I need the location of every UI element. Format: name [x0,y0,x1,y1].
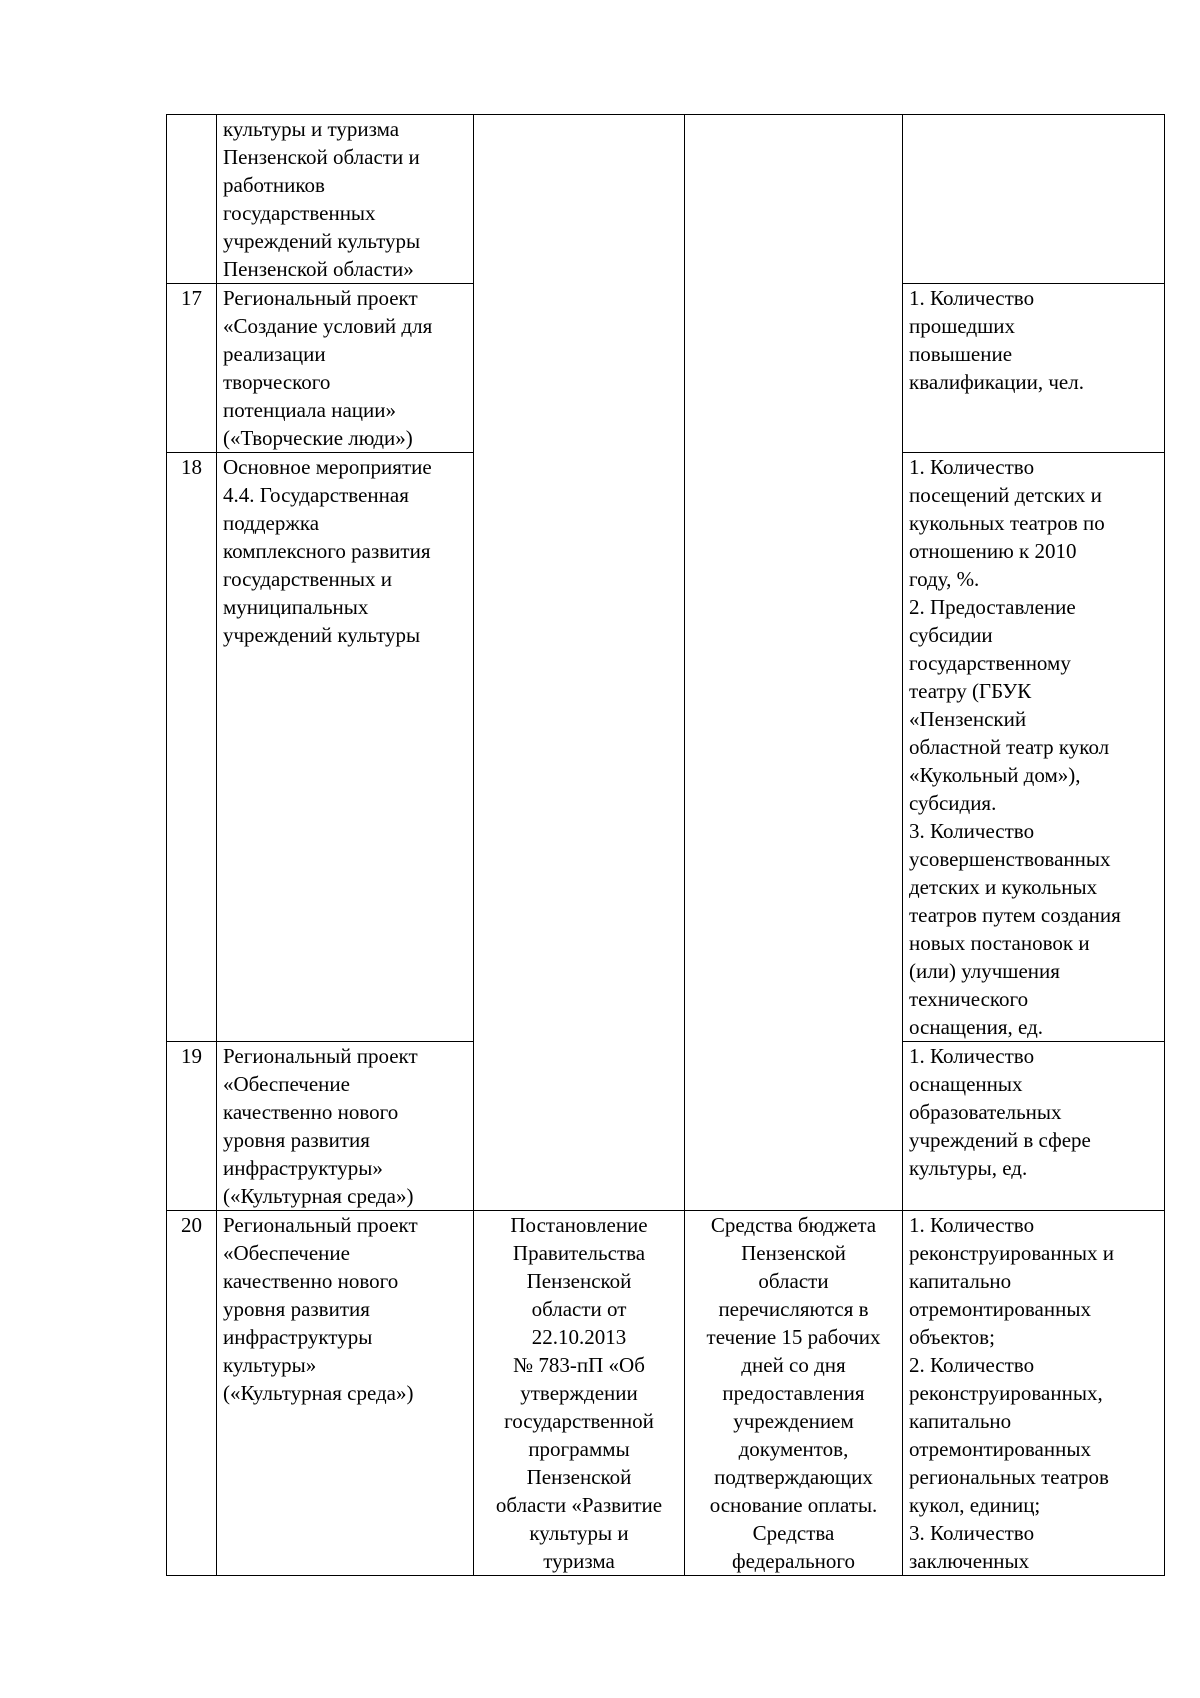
indicators: 1. Количество оснащенных образовательных учреждений в сфере культуры, ед. [903,1042,1165,1211]
event-name: Региональный проект «Обеспечение качественно нового уровня развития инфраструктуры культуры» («Культурная среда») [217,1211,474,1576]
table-row [167,115,1165,284]
event-name: Региональный проект «Обеспечение качественно нового уровня развития инфраструктуры» («Культурная среда») [217,1042,474,1211]
row-number: 19 [167,1042,217,1211]
event-name: Региональный проект «Создание условий для реализации творческого потенциала нации» («Творческие люди») [217,284,474,453]
row-number: 17 [167,284,217,453]
event-name: культуры и туризма Пензенской области и работников государственных учреждений культуры Пензенской области» [217,115,474,284]
funding-cell [685,115,903,1211]
indicators: 1. Количество прошедших повышение квалификации, чел. [903,284,1165,453]
row-number [167,115,217,284]
table-row [167,1211,1165,1576]
funding-procedure: Средства бюджета Пензенской области перечисляются в течение 15 рабочих дней со дня предоставления учреждением документов, подтверждающих основание оплаты. Средства федерального [685,1211,903,1576]
legal-basis-cell [474,115,685,1211]
indicators: 1. Количество реконструированных и капитально отремонтированных объектов; 2. Количество реконструированных, капитально отремонтированных региональных театров кукол, единиц; 3. Количество заключенных [903,1211,1165,1576]
legal-basis: Постановление Правительства Пензенской области от 22.10.2013 № 783-пП «Об утверждении государственной программы Пензенской области «Развитие культуры и туризма [474,1211,685,1576]
row-number: 20 [167,1211,217,1576]
row-number: 18 [167,453,217,1042]
indicators [903,115,1165,284]
event-name: Основное мероприятие 4.4. Государственная поддержка комплексного развития государственных и муниципальных учреждений культуры [217,453,474,1042]
indicators: 1. Количество посещений детских и кукольных театров по отношению к 2010 году, %. 2. Предоставление субсидии государственному театру (ГБУК «Пензенский областной театр кукол «Кукольный дом»), субсидия. 3. Количество усовершенствованных детских и кукольных театров путем создания новых постановок и (или) улучшения технического оснащения, ед. [903,453,1165,1042]
program-table [166,114,1165,1576]
